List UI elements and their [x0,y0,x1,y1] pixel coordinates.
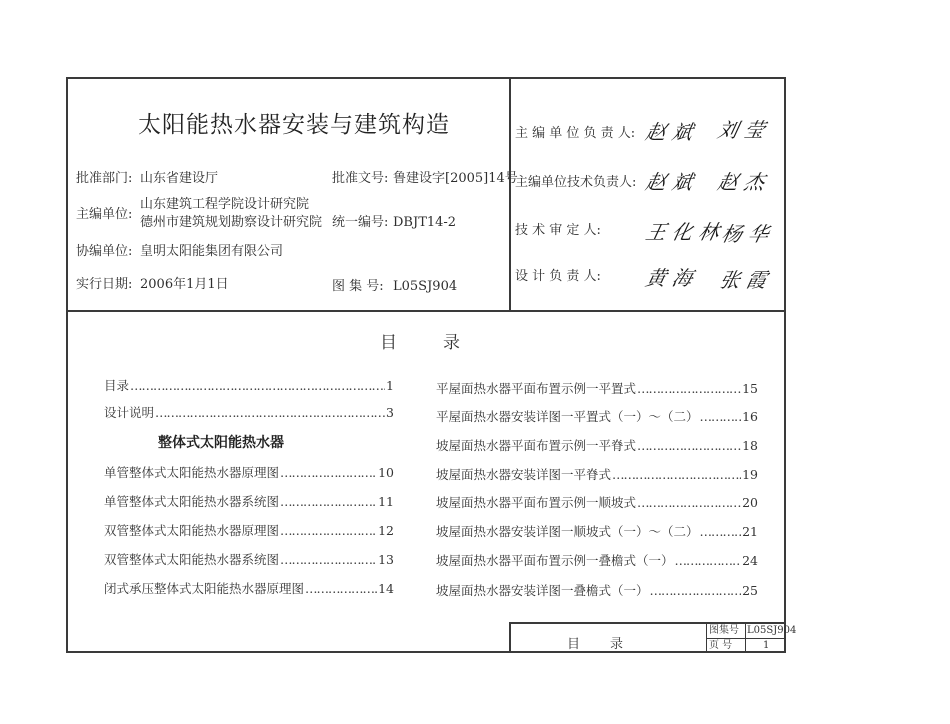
header-separator [68,310,784,312]
toc-entry-label: 设计说明 [104,405,155,420]
toc-entry-page: 1 [386,378,394,393]
title-block-divider [706,638,786,639]
unified-no-label: 统一编号: [332,215,389,230]
toc-entry[interactable] [436,409,758,425]
toc-leader [280,494,377,510]
page-label: 页 号 [709,640,733,651]
toc-entry[interactable] [436,438,758,454]
atlas-no: L05SJ904 [393,279,458,294]
co-unit: 皇明太阳能集团有限公司 [140,244,284,259]
role-technical-reviewer: 技 术 审 定 人: [515,223,601,238]
toc-leader [280,523,377,539]
toc-entry-label: 双管整体式太阳能热水器系统图 [104,552,280,567]
chief-unit-1: 山东建筑工程学院设计研究院 [140,197,310,212]
toc-entry-page: 19 [742,467,758,482]
signature-reviewer-2: 杨 华 [719,222,771,246]
page-value: 1 [763,640,770,651]
toc-entry-page: 11 [378,494,394,509]
approval-dept: 山东省建设厅 [140,171,219,186]
toc-entry[interactable] [104,581,394,597]
toc-entry-page: 24 [742,553,758,568]
toc-entry-page: 10 [378,465,394,480]
toc-leader [675,553,742,569]
toc-leader [700,524,742,540]
toc-entry-label: 平屋面热水器平面布置示例一平置式 [436,381,637,396]
toc-leader [612,467,741,483]
toc-entry-label: 坡屋面热水器安装详图一平脊式 [436,467,612,482]
approval-doc-label: 批准文号: [332,171,389,186]
signature-design-lead-2: 张 霞 [717,268,769,292]
toc-entry[interactable] [436,553,758,569]
chief-unit-label: 主编单位: [76,207,133,222]
approval-dept-label: 批准部门: [76,171,133,186]
atlas-label: 图集号 [709,625,739,636]
toc-entry[interactable] [104,552,394,568]
role-chief-unit-head: 主 编 单 位 负 责 人: [515,126,636,141]
toc-entry-label: 坡屋面热水器平面布置示例一叠檐式（一） [436,553,674,568]
toc-entry-label: 坡屋面热水器安装详图一叠檐式（一） [436,583,649,598]
title-block-name: 目录 [567,637,654,652]
toc-entry-page: 16 [742,409,758,424]
role-chief-unit-tech-head: 主编单位技术负责人: [515,175,637,190]
toc-entry-page: 20 [742,495,758,510]
toc-leader [637,495,741,511]
toc-leader [700,409,742,425]
unified-no: DBJT14-2 [393,215,457,230]
toc-entry-page: 13 [378,552,394,567]
toc-leader [280,465,377,481]
toc-leader [130,378,385,394]
toc-entry-page: 25 [742,583,758,598]
co-unit-label: 协编单位: [76,244,133,259]
effective-date-label: 实行日期: [76,277,133,292]
toc-entry-page: 15 [742,381,758,396]
toc-entry[interactable] [104,494,394,510]
toc-entry-label: 目录 [104,378,130,393]
toc-leader [650,583,742,599]
toc-entry-label: 单管整体式太阳能热水器系统图 [104,494,280,509]
atlas-value: L05SJ904 [747,625,797,636]
approval-doc: 鲁建设字[2005]14号 [393,171,518,186]
toc-leader [637,438,741,454]
toc-entry-page: 21 [742,524,758,539]
toc-entry-page: 12 [378,523,394,538]
toc-entry[interactable] [104,405,394,421]
signature-reviewer-1: 王 化 林 [643,220,722,244]
title-block [509,622,797,653]
toc-entry[interactable] [436,467,758,483]
toc-entry-label: 单管整体式太阳能热水器原理图 [104,465,280,480]
toc-entry-page: 14 [378,581,394,596]
toc-entry-label: 双管整体式太阳能热水器原理图 [104,523,280,538]
role-design-lead: 设 计 负 责 人: [515,269,601,284]
atlas-no-label: 图 集 号: [332,279,384,294]
signature-chief-head-1: 赵 斌 [643,120,695,144]
toc-entry-label: 平屋面热水器安装详图一平置式（一）～（二） [436,409,699,424]
toc-entry-label: 坡屋面热水器安装详图一顺坡式（一）～（二） [436,524,699,539]
toc-leader [280,552,377,568]
toc-entry-page: 18 [742,438,758,453]
toc-entry[interactable] [104,465,394,481]
signature-tech-head-1: 赵 斌 [643,170,695,194]
signature-design-lead-1: 黄 海 [643,266,695,290]
chief-unit-2: 德州市建筑规划勘察设计研究院 [140,215,323,230]
toc-leader [637,381,741,397]
toc-leader [155,405,385,421]
toc-entry[interactable] [436,381,758,397]
toc-entry-label: 坡屋面热水器平面布置示例一顺坡式 [436,495,637,510]
toc-title: 目录 [380,333,506,353]
atlas-title: 太阳能热水器安装与建筑构造 [138,112,450,138]
drawing-sheet [66,77,797,653]
signature-chief-head-2: 刘 莹 [715,118,767,142]
toc-entry[interactable] [436,524,758,540]
toc-section-heading: 整体式太阳能热水器 [158,435,284,451]
toc-entry[interactable] [104,378,394,394]
signature-tech-head-2: 赵 杰 [715,170,767,194]
header-divider [509,79,511,310]
toc-entry-label: 闭式承压整体式太阳能热水器原理图 [104,581,305,596]
toc-entry[interactable] [436,583,758,599]
toc-entry[interactable] [436,495,758,511]
toc-entry-page: 3 [386,405,394,420]
effective-date: 2006年1月1日 [140,277,229,292]
toc-entry[interactable] [104,523,394,539]
toc-entry-label: 坡屋面热水器平面布置示例一平脊式 [436,438,637,453]
toc-leader [305,581,377,597]
